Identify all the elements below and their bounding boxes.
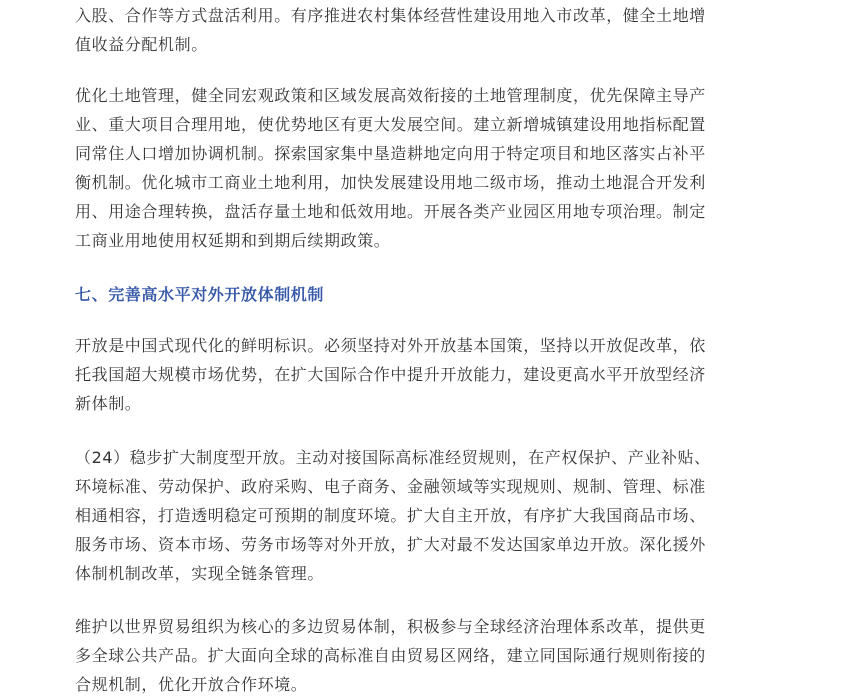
paragraph-institutional-opening [75,443,711,588]
paragraph-land-management [75,81,706,255]
text-line: 入股、合作等方式盘活利用。有序推进农村集体经营性建设用地入市改革，健全土地增 [75,6,706,25]
text-line: 业、重大项目合理用地，使优势地区有更大发展空间。建立新增城镇建设用地指标配置 [75,115,706,134]
text-line: 衡机制。优化城市工商业土地利用，加快发展建设用地二级市场，推动土地混合开发利 [75,173,706,192]
text-line: 同常住人口增加协调机制。探索国家集中垦造耕地定向用于特定项目和地区落实占补平 [75,144,706,163]
text-line: 值收益分配机制。 [75,35,208,54]
text-line: 用、用途合理转换，盘活存量土地和低效用地。开展各类产业园区用地专项治理。制定 [75,202,706,221]
text-line: 优化土地管理，健全同宏观政策和区域发展高效衔接的土地管理制度，优先保障主导产 [75,86,706,105]
section-heading: 七、完善高水平对外开放体制机制 [75,285,325,304]
text-line: 服务市场、资本市场、劳务市场等对外开放，扩大对最不发达国家单边开放。深化援外 [75,535,706,554]
paragraph-multilateral-trade [75,612,706,699]
text-line: （24）稳步扩大制度型开放。主动对接国际高标准经贸规则，在产权保护、产业补贴、 [75,448,711,467]
text-line: 工商业用地使用权延期和到期后续期政策。 [75,231,391,250]
text-line: 相通相容，打造透明稳定可预期的制度环境。扩大自主开放，有序扩大我国商品市场、 [75,506,706,525]
text-line: 环境标准、劳动保护、政府采购、电子商务、金融领域等实现规则、规制、管理、标准 [75,477,706,496]
text-line: 开放是中国式现代化的鲜明标识。必须坚持对外开放基本国策，坚持以开放促改革，依 [75,336,706,355]
text-line: 合规机制，优化开放合作环境。 [75,675,308,694]
paragraph-opening-up [75,331,706,418]
text-line: 新体制。 [75,394,142,413]
text-line: 多全球公共产品。扩大面向全球的高标准自由贸易区网络，建立同国际通行规则衔接的 [75,646,706,665]
text-line: 维护以世界贸易组织为核心的多边贸易体制，积极参与全球经济治理体系改革，提供更 [75,617,706,636]
text-line: 托我国超大规模市场优势，在扩大国际合作中提升开放能力，建设更高水平开放型经济 [75,365,706,384]
text-line: 体制机制改革，实现全链条管理。 [75,564,325,583]
paragraph-land-revitalization [75,1,706,59]
